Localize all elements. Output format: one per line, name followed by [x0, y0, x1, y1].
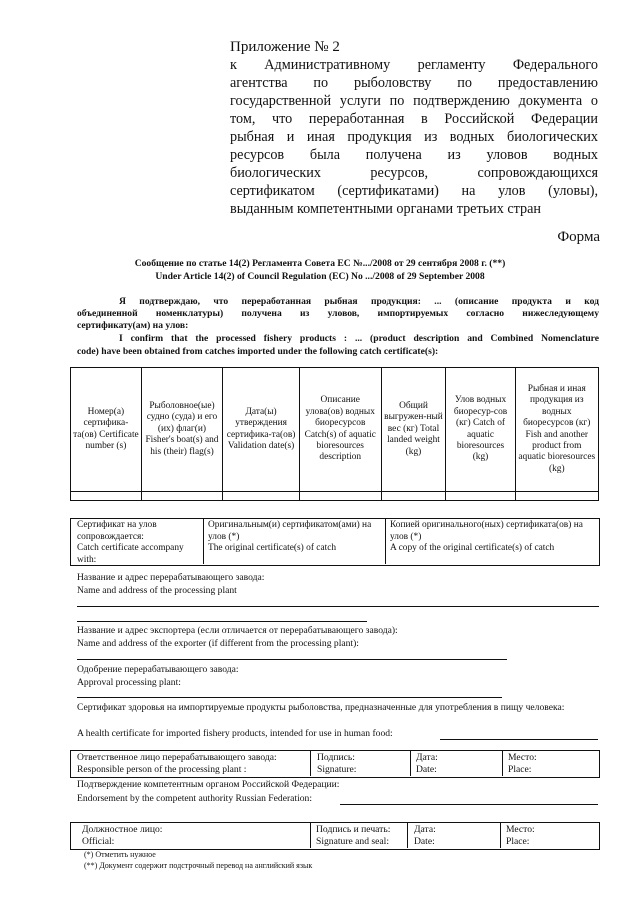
official-person-field[interactable]	[82, 824, 162, 848]
appendix-title: Приложение № 2	[230, 39, 340, 55]
table-header-cell: Рыбная и иная продукция из водных биоресурсов (кг) Fish and another product from aquatic bioresources (kg)	[515, 368, 598, 492]
table-header-cell: Дата(ы) утверждения сертифика-та(ов) Validation date(s)	[223, 368, 300, 492]
header-line: том, что переработанная в Российской Федерации	[230, 111, 598, 127]
table-header-row	[71, 368, 599, 492]
table-header-cell: Рыболовное(ые) судно (суда) и его (их) флаг(и) Fisher's boat(s) and his (their) flag(s)	[141, 368, 222, 492]
message-title-ru: Сообщение по статье 14(2) Регламента Совета ЕС №.../2008 от 29 сентября 2008 г. (**)	[134, 258, 506, 269]
place-label-en: Place:	[508, 764, 532, 775]
endorsement-label-en: Endorsement by the competent authority Russian Federation:	[77, 793, 312, 804]
separator-line	[77, 621, 367, 622]
official-person-ru: Должностное лицо:	[82, 824, 163, 835]
header-line: сертификатом (сертификатами) на улов (уловы),	[230, 183, 598, 199]
exporter-input-line[interactable]	[77, 659, 507, 660]
official-person-en: Official:	[82, 836, 115, 847]
responsible-person-ru: Ответственное лицо перерабатывающего завода:	[77, 752, 277, 763]
responsible-place-field[interactable]	[508, 752, 537, 776]
original-certificate-option[interactable]	[208, 520, 383, 555]
divider	[310, 822, 311, 848]
health-label-ru: Сертификат здоровья на импортируемые продукты рыболовства, предназначенные для употребления в пищу человека:	[77, 702, 565, 713]
confirm-en-line: I confirm that the processed fishery products : ... (product description and Combined Nomenclature	[119, 333, 599, 344]
official-place-field[interactable]	[506, 824, 535, 848]
official-date-field[interactable]	[414, 824, 436, 848]
table-cell[interactable]	[515, 492, 598, 501]
message-title-en: Under Article 14(2) of Council Regulation (EC) No .../2008 of 29 September 2008	[155, 271, 485, 282]
accompany-label-ru: Сертификат на улов сопровождается:	[77, 520, 157, 542]
original-option-en: The original certificate(s) of catch	[208, 543, 337, 553]
divider	[410, 750, 411, 776]
divider	[385, 518, 386, 564]
divider	[407, 822, 408, 848]
header-line: выданным компетентными органами третьих стран	[230, 201, 542, 217]
place-label-en: Place:	[506, 836, 530, 847]
endorsement-input-line[interactable]	[340, 804, 598, 805]
health-input-line[interactable]	[440, 739, 598, 740]
confirm-ru-line: объединенной номенклатуры) получена из уловов, импортируемых согласно нижеследующему	[77, 308, 599, 319]
date-label-en: Date:	[416, 764, 437, 775]
confirm-en-line: code) have been obtained from catches imported under the following catch certificate(s):	[77, 346, 439, 357]
accompany-label-en: Catch certificate accompany with:	[77, 543, 184, 565]
accompany-label	[77, 520, 199, 566]
table-row	[71, 492, 599, 501]
header-line: рыбная и иная продукция из водных биологических	[230, 129, 598, 145]
header-block	[230, 38, 598, 218]
confirm-ru-line: Я подтверждаю, что переработанная рыбная продукция: ... (описание продукта и код	[119, 296, 599, 307]
approval-label-ru: Одобрение перерабатывающего завода:	[77, 664, 239, 675]
responsible-signature-field[interactable]	[317, 752, 356, 776]
table-header-cell: Номер(а) сертифика-та(ов) Certificate number (s)	[71, 368, 142, 492]
table-header-cell: Общий выгружен-ный вес (кг) Total landed weight (kg)	[381, 368, 446, 492]
table-header-cell: Описание улова(ов) водных биоресурсов Catch(s) of aquatic bioresources description	[300, 368, 382, 492]
catch-certificate-table	[70, 367, 599, 501]
form-label: Форма	[557, 229, 600, 245]
table-header-cell: Улов водных биоресур-сов (кг) Catch of aquatic bioresources (kg)	[446, 368, 515, 492]
confirm-ru-line: сертификату(ам) на улов:	[77, 320, 189, 331]
header-line: государственной услуги по подтверждению документа о	[230, 93, 598, 109]
endorsement-label-ru: Подтверждение компетентным органом Российской Федерации:	[77, 779, 340, 790]
divider	[310, 750, 311, 776]
copy-certificate-option[interactable]	[390, 520, 595, 555]
official-signature-field[interactable]	[316, 824, 390, 848]
responsible-date-field[interactable]	[416, 752, 438, 776]
header-line: агентства по рыболовству по предоставлению	[230, 75, 598, 91]
divider	[500, 822, 501, 848]
table-cell[interactable]	[300, 492, 382, 501]
health-label-en: A health certificate for imported fishery products, intended for use in human food:	[77, 728, 393, 739]
divider	[203, 518, 204, 564]
signature-seal-label-ru: Подпись и печать:	[316, 824, 391, 835]
table-cell[interactable]	[71, 492, 142, 501]
table-cell[interactable]	[141, 492, 222, 501]
responsible-person-en: Responsible person of the processing plant :	[77, 764, 247, 775]
table-cell[interactable]	[381, 492, 446, 501]
header-line: к Административному регламенту Федерального	[230, 57, 598, 73]
date-label-en: Date:	[414, 836, 435, 847]
exporter-label-en: Name and address of the exporter (if different from the processing plant):	[77, 638, 359, 649]
signature-label-ru: Подпись:	[317, 752, 355, 763]
table-cell[interactable]	[223, 492, 300, 501]
footnote: (**) Документ содержит подстрочный перевод на английский язык	[84, 861, 313, 870]
divider	[502, 750, 503, 776]
exporter-label-ru: Название и адрес экспортера (если отличается от перерабатывающего завода):	[77, 625, 398, 636]
footnote: (*) Отметить нужное	[84, 850, 156, 859]
plant-label-en: Name and address of the processing plant	[77, 585, 237, 596]
responsible-person-field[interactable]	[77, 752, 277, 776]
copy-option-en: A copy of the original certificate(s) of catch	[390, 543, 555, 553]
approval-input-line[interactable]	[77, 697, 502, 698]
place-label-ru: Место:	[506, 824, 535, 835]
signature-seal-label-en: Signature and seal:	[316, 836, 389, 847]
signature-label-en: Signature:	[317, 764, 357, 775]
plant-input-line[interactable]	[77, 606, 599, 607]
place-label-ru: Место:	[508, 752, 537, 763]
table-cell[interactable]	[446, 492, 515, 501]
original-option-ru: Оригинальным(и) сертификатом(ами) на улов (*)	[208, 520, 372, 542]
header-line: биологических ресурсов, сопровождающихся	[230, 165, 598, 181]
date-label-ru: Дата:	[416, 752, 438, 763]
plant-label-ru: Название и адрес перерабатывающего завода:	[77, 572, 265, 583]
copy-option-ru: Копией оригинального(ных) сертификата(ов) на улов (*)	[390, 520, 583, 542]
date-label-ru: Дата:	[414, 824, 436, 835]
approval-label-en: Approval processing plant:	[77, 677, 181, 688]
header-line: ресурсов была получена из уловов водных	[230, 147, 598, 163]
